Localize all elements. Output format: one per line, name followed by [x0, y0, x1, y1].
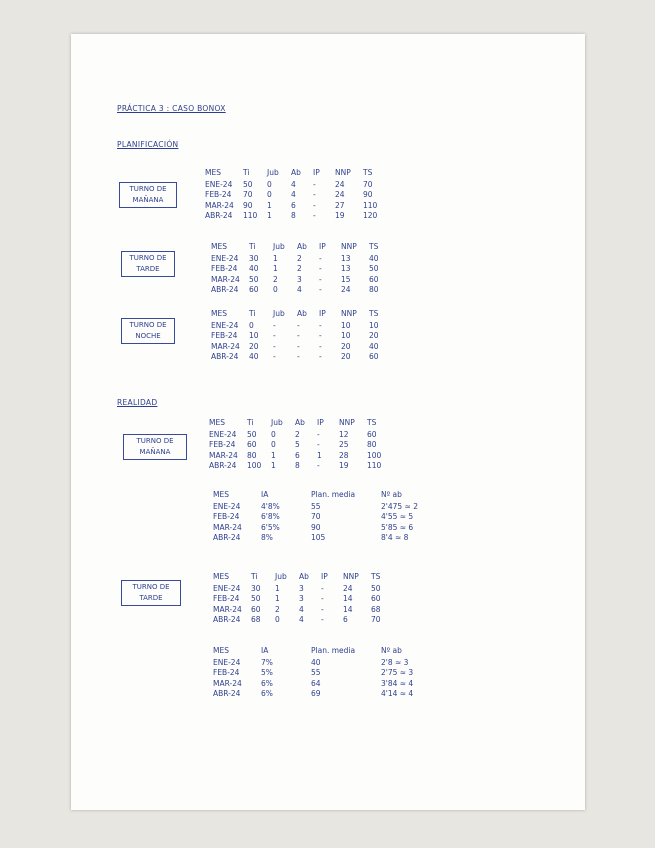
table-cell: 69 — [311, 689, 321, 698]
table-header-row — [213, 490, 439, 502]
table-cell: 70 — [243, 190, 253, 199]
table-cell: 6'8% — [261, 512, 280, 521]
column-header: Ti — [249, 309, 256, 318]
table-cell: - — [273, 352, 276, 361]
table-row — [211, 321, 393, 332]
table-cell: ABR-24 — [211, 285, 239, 294]
table-cell: 8 — [295, 461, 300, 470]
table-cell: 24 — [335, 179, 345, 189]
table-cell: 30 — [249, 253, 259, 263]
table-cell: 0 — [273, 285, 278, 294]
table-cell: 1 — [275, 594, 280, 603]
table-cell: 3 — [299, 583, 304, 593]
column-header: TS — [367, 418, 377, 427]
table-row — [213, 594, 395, 605]
column-header: Ti — [243, 168, 250, 177]
column-header: TS — [363, 168, 373, 177]
table-cell: 40 — [311, 657, 321, 667]
table-row — [211, 331, 393, 342]
table-cell: - — [319, 320, 322, 330]
table-cell: - — [319, 253, 322, 263]
table-cell: - — [317, 429, 320, 439]
column-header: Ti — [247, 418, 254, 427]
table-cell: 14 — [343, 594, 353, 603]
table-row — [213, 584, 395, 595]
table-cell: 8'4 ≈ 8 — [381, 533, 409, 542]
column-header: IP — [319, 242, 326, 251]
table-cell: 60 — [371, 594, 381, 603]
column-header: MES — [213, 490, 229, 499]
table-cell: MAR-24 — [213, 522, 242, 532]
table-cell: 13 — [341, 253, 351, 263]
table-cell: 90 — [311, 522, 321, 532]
table-cell: - — [313, 179, 316, 189]
table-cell: 0 — [267, 179, 272, 189]
table-cell: 3 — [297, 274, 302, 284]
table-row — [213, 523, 439, 534]
column-header: Jub — [267, 168, 279, 177]
table-cell: 60 — [251, 604, 261, 614]
block-label: TURNO DE TARDE — [121, 251, 175, 277]
real-ia-table-manana — [213, 490, 439, 544]
table-cell: ENE-24 — [213, 501, 241, 511]
column-header: NNP — [343, 572, 359, 581]
table-row — [205, 211, 387, 222]
table-cell: 5'85 ≈ 6 — [381, 522, 414, 532]
table-cell: 14 — [343, 604, 353, 614]
table-header-row — [209, 418, 391, 430]
column-header: NNP — [341, 242, 357, 251]
table-cell: ABR-24 — [213, 689, 241, 698]
table-cell: ABR-24 — [213, 533, 241, 542]
page-title: PRÁCTICA 3 : CASO BONOX — [117, 104, 226, 113]
table-row — [213, 615, 395, 626]
table-header-row — [211, 309, 393, 321]
table-cell: 10 — [369, 320, 379, 330]
table-cell: FEB-24 — [213, 594, 240, 603]
table-cell: MAR-24 — [211, 341, 240, 351]
column-header: Plan. media — [311, 646, 356, 655]
table-cell: FEB-24 — [211, 264, 238, 273]
column-header: IP — [321, 572, 328, 581]
table-cell: MAR-24 — [209, 450, 238, 460]
table-cell: 24 — [343, 583, 353, 593]
column-header: Jub — [275, 572, 287, 581]
table-cell: 1 — [267, 200, 272, 210]
table-cell: - — [319, 285, 322, 294]
table-cell: 2'475 ≈ 2 — [381, 501, 418, 511]
table-cell: 50 — [249, 274, 259, 284]
table-cell: 90 — [363, 190, 373, 199]
table-cell: 64 — [311, 678, 321, 688]
table-cell: ENE-24 — [213, 657, 241, 667]
table-cell: 120 — [363, 211, 378, 220]
table-row — [205, 180, 387, 191]
table-cell: - — [319, 352, 322, 361]
table-cell: 80 — [367, 440, 377, 449]
table-cell: 40 — [249, 352, 259, 361]
column-header: Ti — [249, 242, 256, 251]
table-cell: 70 — [363, 179, 373, 189]
column-header: Plan. media — [311, 490, 356, 499]
column-header: MES — [213, 572, 229, 581]
table-row — [211, 285, 393, 296]
table-cell: 70 — [311, 512, 321, 521]
column-header: Ab — [297, 242, 307, 251]
column-header: NNP — [341, 309, 357, 318]
table-cell: 19 — [339, 461, 349, 470]
table-cell: 4'8% — [261, 501, 280, 511]
table-cell: 3'84 ≈ 4 — [381, 678, 414, 688]
table-row — [213, 502, 439, 513]
table-cell: FEB-24 — [209, 440, 236, 449]
table-cell: 0 — [271, 440, 276, 449]
table-cell: - — [321, 615, 324, 624]
table-row — [213, 658, 439, 669]
table-cell: MAR-24 — [211, 274, 240, 284]
column-header: IA — [261, 490, 269, 499]
table-cell: 68 — [371, 604, 381, 614]
table-cell: 80 — [247, 450, 257, 460]
table-cell: 6 — [295, 450, 300, 460]
table-row — [213, 679, 439, 690]
table-cell: 50 — [247, 429, 257, 439]
table-cell: 4 — [299, 604, 304, 614]
table-cell: 105 — [311, 533, 326, 542]
table-cell: 15 — [341, 274, 351, 284]
column-header: MES — [211, 242, 227, 251]
table-cell: 55 — [311, 501, 321, 511]
column-header: Ti — [251, 572, 258, 581]
table-cell: 20 — [341, 352, 351, 361]
table-cell: 25 — [339, 440, 349, 449]
section-heading-realidad: REALIDAD — [117, 398, 158, 407]
table-cell: 20 — [369, 331, 379, 340]
table-cell: 4 — [291, 190, 296, 199]
table-cell: MAR-24 — [213, 678, 242, 688]
column-header: Jub — [273, 242, 285, 251]
real-table-tarde — [213, 572, 395, 626]
table-cell: 8% — [261, 533, 273, 542]
table-cell: 24 — [341, 285, 351, 294]
table-cell: 5 — [295, 440, 300, 449]
table-cell: 24 — [335, 190, 345, 199]
column-header: MES — [205, 168, 221, 177]
table-row — [213, 533, 439, 544]
table-row — [205, 190, 387, 201]
table-cell: 4 — [291, 179, 296, 189]
column-header: Ab — [291, 168, 301, 177]
block-label: TURNO DE MAÑANA — [123, 434, 187, 460]
table-cell: - — [321, 583, 324, 593]
section-heading-planificacion: PLANIFICACIÓN — [117, 140, 179, 149]
column-header: Ab — [297, 309, 307, 318]
table-cell: 0 — [275, 615, 280, 624]
column-header: IA — [261, 646, 269, 655]
table-cell: - — [317, 461, 320, 470]
table-cell: - — [321, 604, 324, 614]
table-cell: 0 — [271, 429, 276, 439]
block-label: TURNO DE MAÑANA — [119, 182, 177, 208]
column-header: Nº ab — [381, 646, 402, 655]
column-header: IP — [313, 168, 320, 177]
table-row — [209, 440, 391, 451]
table-cell: - — [319, 274, 322, 284]
table-cell: 55 — [311, 668, 321, 677]
table-cell: 50 — [243, 179, 253, 189]
table-cell: 28 — [339, 450, 349, 460]
table-cell: MAR-24 — [205, 200, 234, 210]
table-cell: 68 — [251, 615, 261, 624]
table-row — [209, 451, 391, 462]
real-table-manana — [209, 418, 391, 472]
table-cell: - — [297, 341, 300, 351]
table-header-row — [213, 572, 395, 584]
paper-sheet — [71, 34, 585, 810]
table-cell: - — [319, 331, 322, 340]
plan-table-tarde — [211, 242, 393, 296]
table-row — [211, 275, 393, 286]
table-cell: 20 — [249, 341, 259, 351]
table-row — [213, 689, 439, 700]
table-cell: 40 — [369, 341, 379, 351]
table-cell: 80 — [369, 285, 379, 294]
table-cell: 6% — [261, 678, 273, 688]
table-cell: 19 — [335, 211, 345, 220]
table-header-row — [205, 168, 387, 180]
column-header: NNP — [335, 168, 351, 177]
table-cell: ENE-24 — [211, 320, 239, 330]
table-cell: 60 — [247, 440, 257, 449]
column-header: MES — [211, 309, 227, 318]
column-header: NNP — [339, 418, 355, 427]
table-cell: - — [297, 352, 300, 361]
real-ia-table-tarde — [213, 646, 439, 700]
table-cell: 60 — [367, 429, 377, 439]
table-cell: - — [313, 211, 316, 220]
table-header-row — [213, 646, 439, 658]
column-header: Jub — [271, 418, 283, 427]
block-label: TURNO DE NOCHE — [121, 318, 175, 344]
column-header: TS — [369, 242, 379, 251]
table-cell: 100 — [367, 450, 382, 460]
table-cell: - — [317, 440, 320, 449]
table-cell: 110 — [243, 211, 258, 220]
table-cell: 50 — [369, 264, 379, 273]
table-row — [213, 668, 439, 679]
table-cell: - — [319, 264, 322, 273]
plan-table-noche — [211, 309, 393, 363]
table-cell: 2 — [295, 429, 300, 439]
table-cell: 1 — [273, 264, 278, 273]
column-header: Jub — [273, 309, 285, 318]
column-header: IP — [319, 309, 326, 318]
table-cell: 2 — [297, 264, 302, 273]
column-header: Nº ab — [381, 490, 402, 499]
table-row — [213, 605, 395, 616]
table-cell: 5% — [261, 668, 273, 677]
table-cell: 40 — [369, 253, 379, 263]
plan-table-manana — [205, 168, 387, 222]
table-cell: 1 — [275, 583, 280, 593]
table-cell: - — [319, 341, 322, 351]
column-header: MES — [213, 646, 229, 655]
table-cell: ENE-24 — [213, 583, 241, 593]
table-cell: FEB-24 — [211, 331, 238, 340]
table-cell: 6 — [291, 200, 296, 210]
column-header: TS — [369, 309, 379, 318]
table-cell: 1 — [317, 450, 322, 460]
table-cell: 13 — [341, 264, 351, 273]
table-cell: 50 — [251, 594, 261, 603]
table-cell: 1 — [273, 253, 278, 263]
column-header: TS — [371, 572, 381, 581]
table-cell: 4'55 ≈ 5 — [381, 512, 414, 521]
table-cell: 10 — [249, 331, 259, 340]
table-cell: 2'8 ≈ 3 — [381, 657, 409, 667]
table-cell: ABR-24 — [213, 615, 241, 624]
table-cell: 110 — [367, 461, 382, 470]
table-cell: ENE-24 — [211, 253, 239, 263]
table-cell: 30 — [251, 583, 261, 593]
table-cell: 8 — [291, 211, 296, 220]
table-row — [211, 342, 393, 353]
table-cell: 100 — [247, 461, 262, 470]
table-cell: 2 — [273, 274, 278, 284]
table-cell: - — [273, 320, 276, 330]
table-row — [209, 430, 391, 441]
table-cell: 2 — [297, 253, 302, 263]
table-cell: 3 — [299, 594, 304, 603]
table-cell: 20 — [341, 341, 351, 351]
table-cell: 12 — [339, 429, 349, 439]
table-cell: 110 — [363, 200, 378, 210]
table-cell: 1 — [271, 461, 276, 470]
table-cell: 4 — [297, 285, 302, 294]
table-cell: ABR-24 — [205, 211, 233, 220]
table-cell: 4'14 ≈ 4 — [381, 689, 414, 698]
table-row — [211, 264, 393, 275]
block-label: TURNO DE TARDE — [121, 580, 181, 606]
table-cell: 40 — [249, 264, 259, 273]
column-header: Ab — [299, 572, 309, 581]
table-cell: - — [297, 320, 300, 330]
table-cell: - — [273, 341, 276, 351]
table-row — [211, 352, 393, 363]
table-cell: ABR-24 — [211, 352, 239, 361]
table-cell: 7% — [261, 657, 273, 667]
table-cell: 60 — [369, 274, 379, 284]
column-header: IP — [317, 418, 324, 427]
table-row — [205, 201, 387, 212]
table-cell: 60 — [249, 285, 259, 294]
table-cell: MAR-24 — [213, 604, 242, 614]
table-cell: 6 — [343, 615, 348, 624]
table-row — [213, 512, 439, 523]
column-header: Ab — [295, 418, 305, 427]
table-cell: 1 — [267, 211, 272, 220]
table-cell: FEB-24 — [205, 190, 232, 199]
table-cell: FEB-24 — [213, 668, 240, 677]
table-cell: 2 — [275, 604, 280, 614]
table-row — [209, 461, 391, 472]
table-cell: ABR-24 — [209, 461, 237, 470]
table-row — [211, 254, 393, 265]
table-cell: 50 — [371, 583, 381, 593]
table-cell: - — [313, 200, 316, 210]
table-cell: 0 — [267, 190, 272, 199]
table-cell: 60 — [369, 352, 379, 361]
table-cell: 4 — [299, 615, 304, 624]
table-cell: 6% — [261, 689, 273, 698]
table-cell: 2'75 ≈ 3 — [381, 668, 414, 677]
table-cell: FEB-24 — [213, 512, 240, 521]
table-cell: - — [297, 331, 300, 340]
table-cell: 70 — [371, 615, 381, 624]
table-cell: - — [273, 331, 276, 340]
table-cell: - — [313, 190, 316, 199]
table-cell: 90 — [243, 200, 253, 210]
table-header-row — [211, 242, 393, 254]
table-cell: 1 — [271, 450, 276, 460]
column-header: MES — [209, 418, 225, 427]
table-cell: ENE-24 — [209, 429, 237, 439]
table-cell: - — [321, 594, 324, 603]
table-cell: ENE-24 — [205, 179, 233, 189]
table-cell: 10 — [341, 320, 351, 330]
table-cell: 27 — [335, 200, 345, 210]
table-cell: 0 — [249, 320, 254, 330]
table-cell: 6'5% — [261, 522, 280, 532]
table-cell: 10 — [341, 331, 351, 340]
